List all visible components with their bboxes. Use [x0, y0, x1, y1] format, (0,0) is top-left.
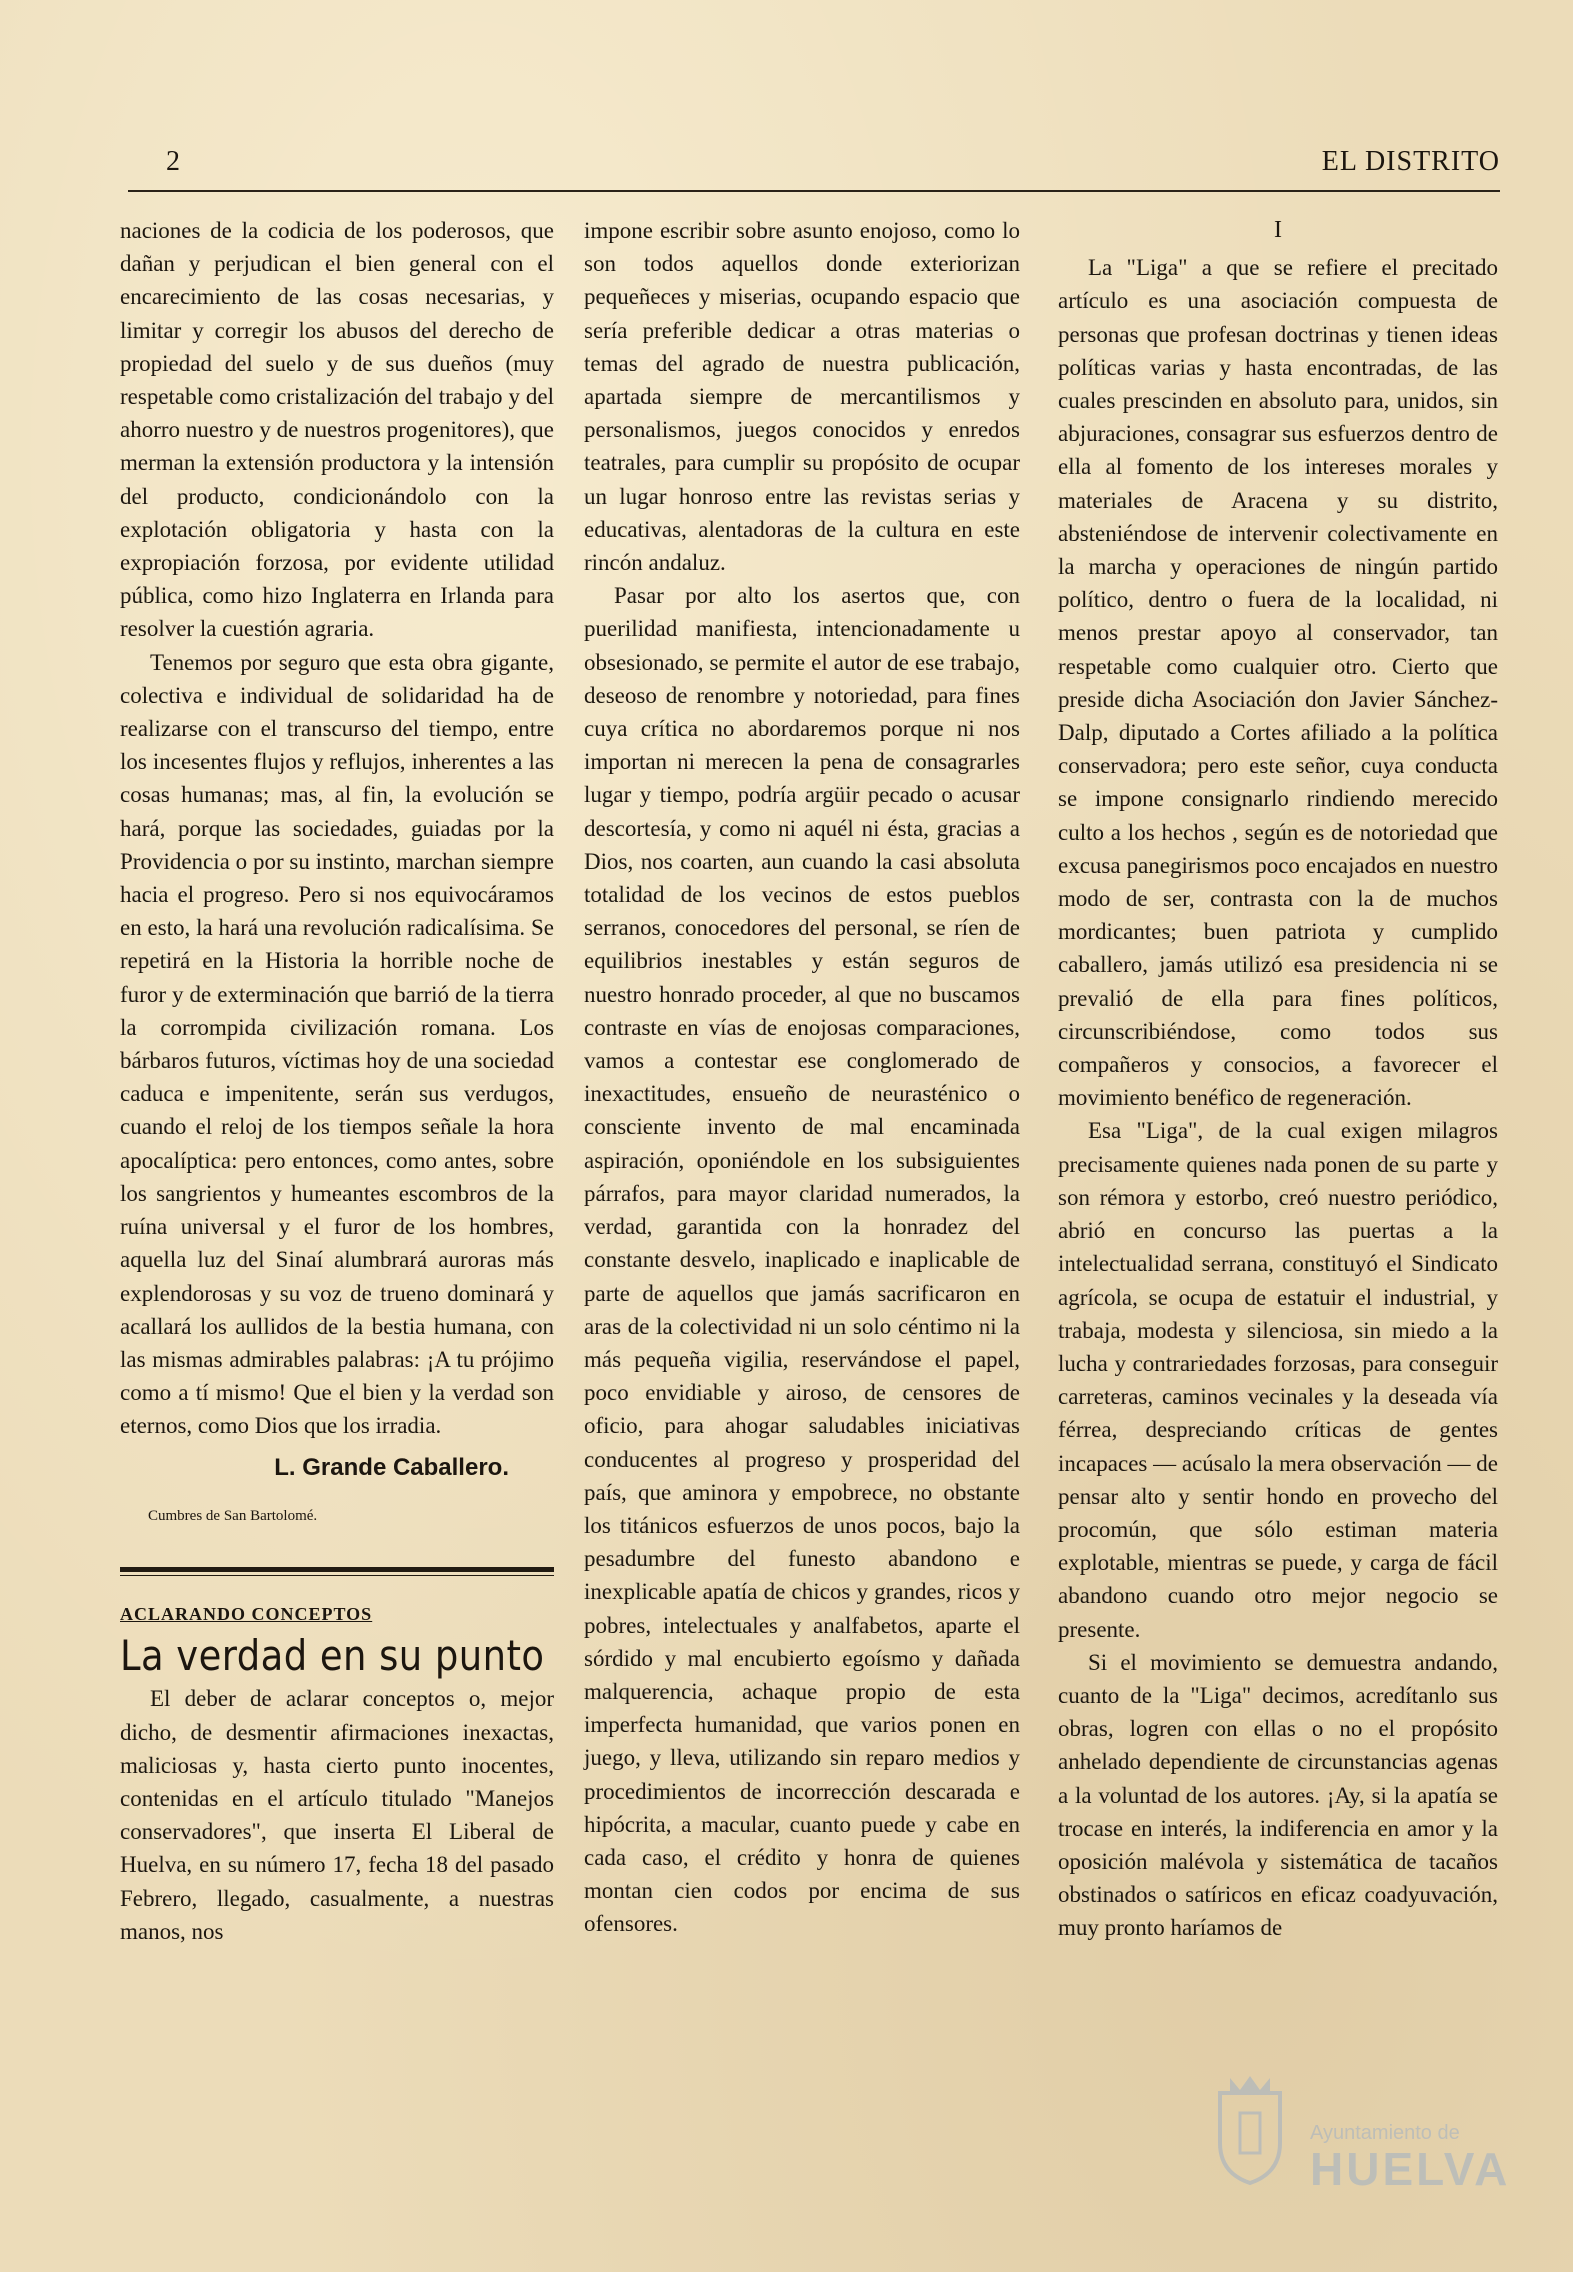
- place-line: Cumbres de San Bartolomé.: [148, 1507, 318, 1524]
- column-3: [1058, 214, 1498, 1945]
- page-header: [128, 146, 1500, 192]
- column-2: [584, 214, 1020, 1941]
- watermark-line-1: Ayuntamiento de: [1310, 2122, 1460, 2144]
- coat-of-arms-icon: [1210, 2068, 1290, 2188]
- paragraph: Pasar por alto los asertos que, con puerilidad manifiesta, intencionadamente u obsesionado, se permite el autor de ese trabajo, deseoso de renombre y notoriedad, para fines cuya crítica no abordaremos porque ni nos importan ni merecen la pena de consagrarles lugar y tiempo, podría argüir pecado o acusar descortesía, y como ni aquél ni ésta, gracias a Dios, nos coarten, aun cuando la casi absoluta totalidad de los vecinos de estos pueblos serranos, conocedores del personal, se ríen de equilibrios inestables y están seguros de nuestro honrado proceder, al que no buscamos contraste en vías de enojosas comparaciones, vamos a contestar ese conglomerado de inexactitudes, ensueño de neurasténico o consciente invento de mal encaminada aspiración, oponiéndole en los subsiguientes párrafos, para mayor claridad numerados, la verdad, garantida con la honradez del constante desvelo, inaplicado e inaplicable de parte de aquellos que jamás sacrificaron en aras de la colectividad ni un solo céntimo ni la más pequeña vigilia, reservándose el papel, poco envidiable y airoso, de censores de oficio, para ahogar saludables iniciativas conducentes al progreso y prosperidad del país, que aminora y empobrece, no obstante los titánicos esfuerzos de unos pocos, bajo la pesadumbre del funesto abandono e inexplicable apatía de chicos y grandes, ricos y pobres, intelectuales y analfabetos, aparte el sórdido y mal encubierto egoísmo y dañada malquerencia, achaque propio de esta imperfecta humanidad, que varios ponen en juego, y lleva, utilizando sin reparo medios y procedimientos de incorrección descarada e hipócrita, a macular, cuanto puede y cabe en cada caso, el crédito y honra de quienes montan cien codos por encima de sus ofensores.: [584, 583, 1020, 1937]
- paragraph: impone escribir sobre asunto enojoso, como lo son todos aquellos donde exteriorizan pequeñeces y miserias, ocupando espacio que sería preferible dedicar a otras materias o temas del agrado de nuestra publicación, apartada siempre de mercantilismos y personalismos, juegos conocidos y enredos teatrales, para cumplir su propósito de ocupar un lugar honroso entre las revistas serias y educativas, alentadoras de la cultura en este rincón andaluz.: [584, 218, 1020, 576]
- paragraph: Esa "Liga", de la cual exigen milagros precisamente quienes nada ponen de su parte y son rémora y estorbo, creó nuestro periódico, abrió en concurso las puertas a la intelectualidad serrana, constituyó el Sindicato agrícola, se ocupa de estatuir el industrial, y trabaja, modesta y silenciosa, sin miedo a la lucha y contrariedades forzosas, para conseguir carreteras, caminos vecinales y la deseada vía férrea, despreciando críticas de gentes incapaces — acúsalo la mera observación — de pensar alto y sentir hondo en provecho del procomún, que sólo estiman materia explotable, mientras se puede, y carga de fácil abandono cuando otro mejor negocio se presente.: [1058, 1118, 1498, 1642]
- article-intro: El deber de aclarar conceptos o, mejor dicho, de desmentir afirmaciones inexactas, maliciosas y, hasta cierto punto inocentes, contenidas en el artículo titulado "Manejos conservadores", que inserta El Liberal de Huelva, en su número 17, fecha 18 del pasado Febrero, llegado, casualmente, a nuestras manos, nos: [120, 1686, 554, 1944]
- section-divider-thin: [120, 1575, 554, 1576]
- author-signature: L. Grande Caballero.: [274, 1453, 509, 1481]
- section-numeral: I: [1274, 217, 1282, 243]
- newspaper-name: EL DISTRITO: [1321, 146, 1500, 177]
- article-title: La verdad en su punto: [120, 1631, 545, 1681]
- column-1: [120, 214, 554, 1948]
- section-label: ACLARANDO CONCEPTOS: [120, 1603, 373, 1624]
- watermark-line-2: HUELVA: [1310, 2143, 1511, 2195]
- section-divider: [120, 1567, 554, 1572]
- paragraph: La "Liga" a que se refiere el precitado artículo es una asociación compuesta de personas que profesan doctrinas y tienen ideas políticas varias y hasta encontradas, de las cuales prescinden en absoluto para, unidos, sin abjuraciones, consagrar sus esfuerzos dentro de ella al fomento de los intereses morales y materiales de Aracena y su distrito, absteniéndose de intervenir colectivamente en la marcha y operaciones de ningún partido político, dentro o fuera de la localidad, ni menos prestar apoyo al conservador, tan respetable como cualquier otro. Cierto que preside dicha Asociación don Javier Sánchez-Dalp, diputado a Cortes afiliado a la política conservadora; pero este señor, cuya conducta se impone consignarlo rindiendo merecido culto a los hechos , según es de notoriedad que excusa panegirismos poco encajados en nuestro modo de ser, contrasta con la de muchos mordicantes; buen patriota y cumplido caballero, jamás utilizó esa presidencia ni se prevalió de ella para fines políticos, circunscribiéndose, como todos sus compañeros y consocios, a favorecer el movimiento benéfico de regeneración.: [1058, 255, 1498, 1111]
- paragraph: Tenemos por seguro que esta obra gigante, colectiva e individual de solidaridad ha de realizarse con el transcurso del tiempo, entre los incesentes flujos y reflujos, inherentes a las cosas humanas; mas, al fin, la evolución se hará, porque las sociedades, guiadas por la Providencia o por su instinto, marchan siempre hacia el progreso. Pero si nos equivocáramos en esto, la hará una revolución radicalísima. Se repetirá en la Historia la horrible noche de furor y de exterminación que barrió de la tierra la corrompida civilización romana. Los bárbaros futuros, víctimas hoy de una sociedad caduca e impenitente, serán sus verdugos, cuando el reloj de los tiempos señale la hora apocalíptica: pero entonces, como antes, sobre los sangrientos y humeantes escombros de la ruína universal y el furor de los hombres, aquella luz del Sinaí alumbrará auroras más explendorosas y su voz de trueno dominará y acallará los aullidos de la bestia humana, con las mismas admirables palabras: ¡A tu prójimo como a tí mismo! Que el bien y la verdad son eternos, como Dios que los irradia.: [120, 649, 554, 1439]
- paragraph: Si el movimiento se demuestra andando, cuanto de la "Liga" decimos, acredítanlo sus obras, logren con ellas o no el propósito anhelado dependiente de circunstancias agenas a la voluntad de los autores. ¡Ay, si la apatía se trocase en interés, la indiferencia en amor y la oposición malévola y sistemática de tacaños obstinados o satíricos en eficaz coadyuvación, muy pronto haríamos de: [1058, 1649, 1498, 1941]
- paragraph: naciones de la codicia de los poderosos, que dañan y perjudican el bien general con el encarecimiento de las cosas necesarias, y limitar y corregir los abusos del derecho de propiedad del suelo y de sus dueños (muy respetable como cristalización del trabajo y del ahorro nuestro y de nuestros progenitores), que merman la extensión productora y la intensión del producto, condicionándolo con la explotación obligatoria y hasta con la expropiación forzosa, por evidente utilidad pública, como hizo Inglaterra en Irlanda para resolver la cuestión agraria.: [120, 218, 554, 642]
- page-number: 2: [166, 146, 180, 177]
- archive-watermark: [1210, 2060, 1510, 2200]
